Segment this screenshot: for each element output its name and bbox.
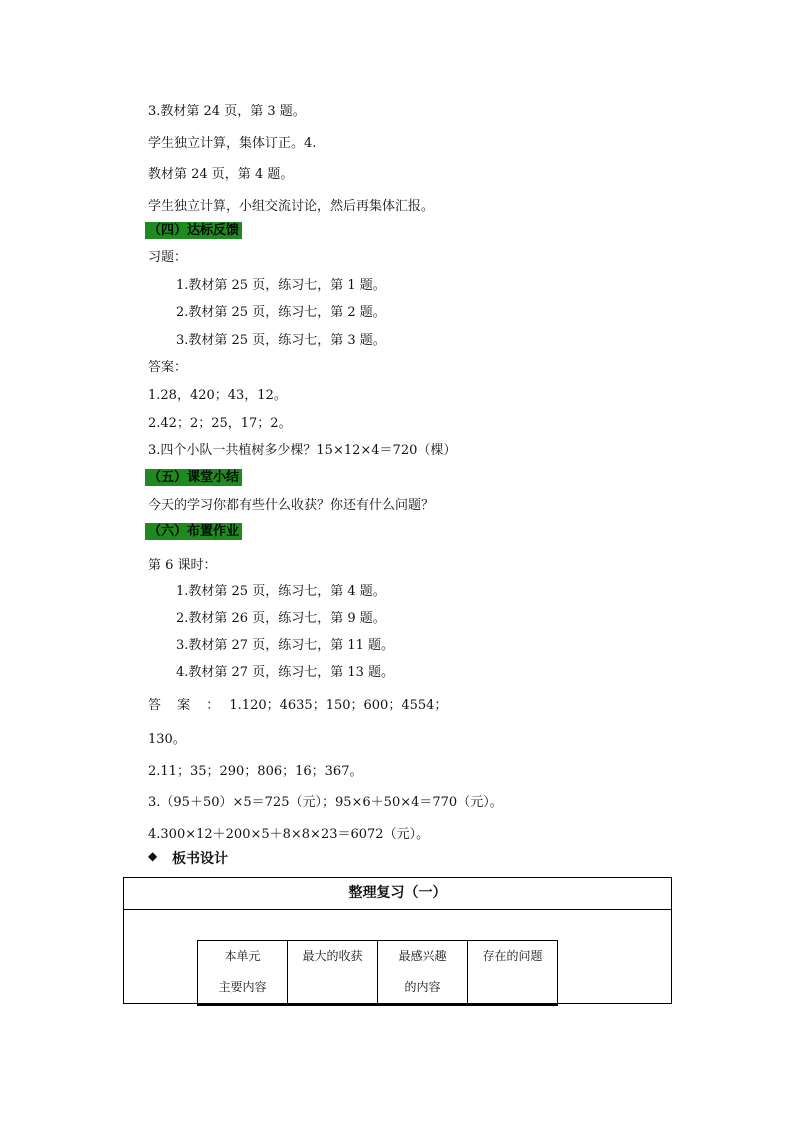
board-cell — [198, 941, 288, 1004]
list-item: 3.教材第 27 页，练习七，第 11 题。 — [176, 638, 395, 653]
cell-text: 最大的收获 — [302, 949, 363, 963]
section-heading-5: （五）课堂小结 — [145, 469, 242, 486]
list-item: 3.教材第 25 页，练习七，第 3 题。 — [176, 333, 386, 348]
cell-text: 的内容 — [404, 980, 441, 994]
text-line: 教材第 24 页，第 4 题。 — [148, 167, 294, 182]
cell-text: 主要内容 — [218, 980, 267, 994]
cell-text: 本单元 — [224, 949, 261, 963]
board-cell — [288, 941, 378, 1004]
answer-line: 2.42；2；25，17；2。 — [148, 416, 292, 431]
section-heading-4: （四）达标反馈 — [145, 222, 242, 239]
diamond-bullet-icon: ◆ — [148, 849, 158, 863]
answer-line: 4.300×12＋200×5＋8×8×23＝6072（元）。 — [148, 827, 430, 842]
exercise-label: 习题： — [148, 250, 188, 265]
answer-line: 3.（95＋50）×5＝725（元）；95×6＋50×4＝770（元）。 — [148, 795, 503, 810]
answer-line — [148, 697, 447, 715]
summary-text: 今天的学习你都有些什么收获？你还有什么问题？ — [148, 498, 435, 513]
answer-line: 130。 — [148, 732, 186, 747]
list-item: 2.教材第 26 页，练习七，第 9 题。 — [176, 611, 386, 626]
answer-line: 3.四个小队一共植树多少棵？15×12×4＝720（棵） — [148, 443, 457, 458]
lesson-label: 第 6 课时： — [148, 558, 217, 573]
text-line: 3.教材第 24 页，第 3 题。 — [148, 104, 306, 119]
answer-label: 答 案 ： — [148, 698, 226, 713]
text-line: 学生独立计算，集体订正。4. — [148, 136, 317, 151]
board-cell — [378, 941, 468, 1004]
section-heading-6: （六）布置作业 — [145, 523, 242, 540]
board-title: 整理复习（一） — [124, 878, 671, 910]
answer-values: 1.120；4635；150；600；4554； — [225, 698, 448, 713]
list-item: 4.教材第 27 页，练习七，第 13 题。 — [176, 665, 395, 680]
text-line: 学生独立计算，小组交流讨论，然后再集体汇报。 — [148, 199, 435, 214]
board-table — [197, 940, 558, 1006]
list-item: 2.教材第 25 页，练习七，第 2 题。 — [176, 305, 386, 320]
answer-label: 答案： — [148, 360, 188, 375]
list-item: 1.教材第 25 页，练习七，第 4 题。 — [176, 584, 386, 599]
board-cell — [468, 941, 557, 1004]
cell-text: 最感兴趣 — [398, 949, 447, 963]
cell-text: 存在的问题 — [482, 949, 543, 963]
list-item: 1.教材第 25 页，练习七，第 1 题。 — [176, 278, 386, 293]
answer-line: 2.11；35；290；806；16；367。 — [148, 764, 363, 779]
answer-line: 1.28，420；43，12。 — [148, 388, 287, 403]
board-design-label: 板书设计 — [172, 851, 228, 867]
